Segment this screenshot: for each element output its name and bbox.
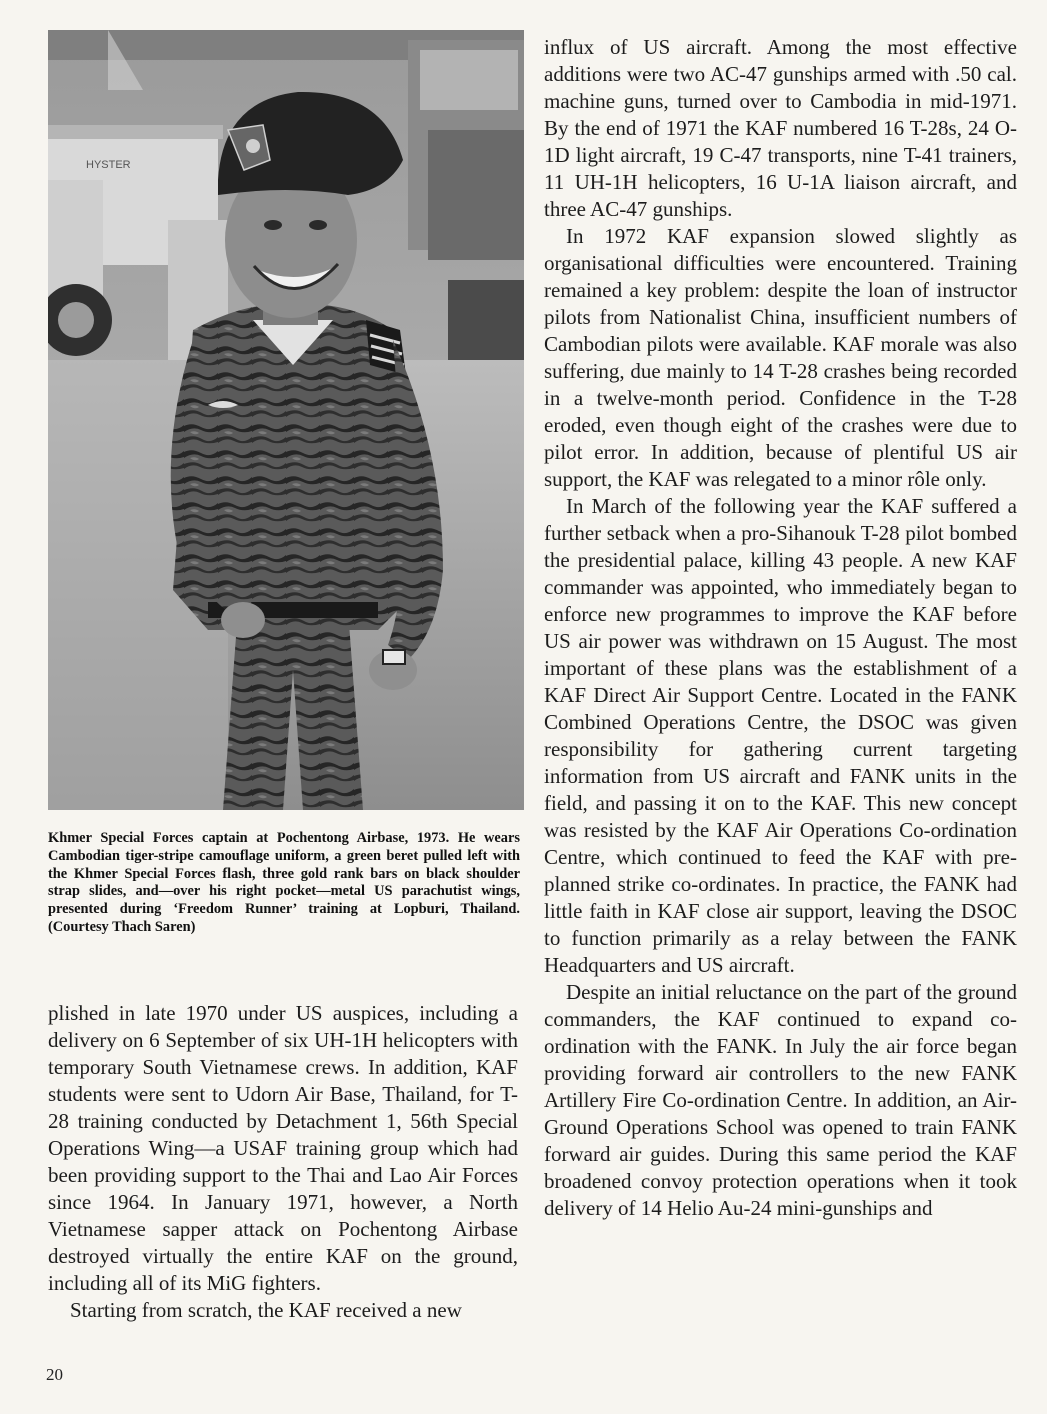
truck-label: HYSTER (86, 159, 131, 171)
left-text-column (48, 1000, 518, 1324)
paragraph: In March of the following year the KAF suffered a further setback when a pro-Sihanouk T-28 pilot bombed the presidential palace, killing 43 people. A new KAF commander was appointed, who immediately began to enforce new programmes to improve the KAF before US air power was withdrawn on 15 August. The most important of these plans was the establishment of a KAF Direct Air Support Centre. Located in the FANK Combined Operations Centre, the DSOC was given responsibility for gathering current targeting information from US aircraft and FANK units in the field, and passing it on to the KAF. This new concept was resisted by the KAF Air Operations Co-ordination Centre, which continued to feed the KAF with pre-planned strike co-ordinates. In practice, the FANK had little faith in KAF close air support, leaving the DSOC to function primarily as a relay between the FANK Headquarters and US aircraft. (544, 494, 1017, 977)
right-text-column (544, 34, 1017, 1222)
paragraph: In 1972 KAF expansion slowed slightly as organisational difficulties were encountered. Training remained a key problem: despite the loan of instructor pilots from Nationalist China, insufficient numbers of Cambodian pilots were available. KAF morale was also suffering, due mainly to 14 T-28 crashes being recorded in a twelve-month period. Confidence in the T-28 eroded, even though eight of the crashes were due to pilot error. In addition, because of plentiful US air support, the KAF was relegated to a minor rôle only. (544, 224, 1017, 491)
paragraph: Despite an initial reluctance on the part of the ground commanders, the KAF continued to expand co-ordination with the FANK. In July the air force began providing forward air controllers to the new FANK Artillery Fire Co-ordination Centre. In addition, an Air-Ground Operations School was opened to train FANK forward air guides. During this same period the KAF broadened convoy protection operations when it took delivery of 14 Helio Au-24 mini-gunships and (544, 980, 1017, 1220)
page-number: 20 (46, 1365, 63, 1384)
photo-illustration (48, 30, 524, 810)
paragraph: Starting from scratch, the KAF received a new (70, 1298, 462, 1322)
photograph-khmer-special-forces-captain (48, 30, 524, 810)
paragraph: influx of US aircraft. Among the most effective additions were two AC-47 gunships armed with .50 cal. machine guns, turned over to Cambodia in mid-1971. By the end of 1971 the KAF numbered 16 T-28s, 24 O-1D light aircraft, 19 C-47 transports, nine T-41 trainers, 11 UH-1H helicopters, 16 U-1A liaison aircraft, and three AC-47 gunships. (544, 35, 1017, 221)
paragraph: plished in late 1970 under US auspices, including a delivery on 6 September of six UH-1H helicopters with temporary South Vietnamese crews. In addition, KAF students were sent to Udorn Air Base, Thailand, for T-28 training conducted by Detachment 1, 56th Special Operations Wing—a USAF training group which had been providing support to the Thai and Lao Air Forces since 1964. In January 1971, however, a North Vietnamese sapper attack on Pochentong Airbase destroyed virtually the entire KAF on the ground, including all of its MiG fighters. (48, 1001, 518, 1295)
figure-caption: Khmer Special Forces captain at Pochentong Airbase, 1973. He wears Cambodian tiger-stripe camouflage uniform, a green beret pulled left with the Khmer Special Forces flash, three gold rank bars on black shoulder strap slides, and—over his right pocket—metal US parachutist wings, presented during ‘Freedom Runner’ training at Lopburi, Thailand. (Courtesy Thach Saren) (48, 830, 520, 935)
